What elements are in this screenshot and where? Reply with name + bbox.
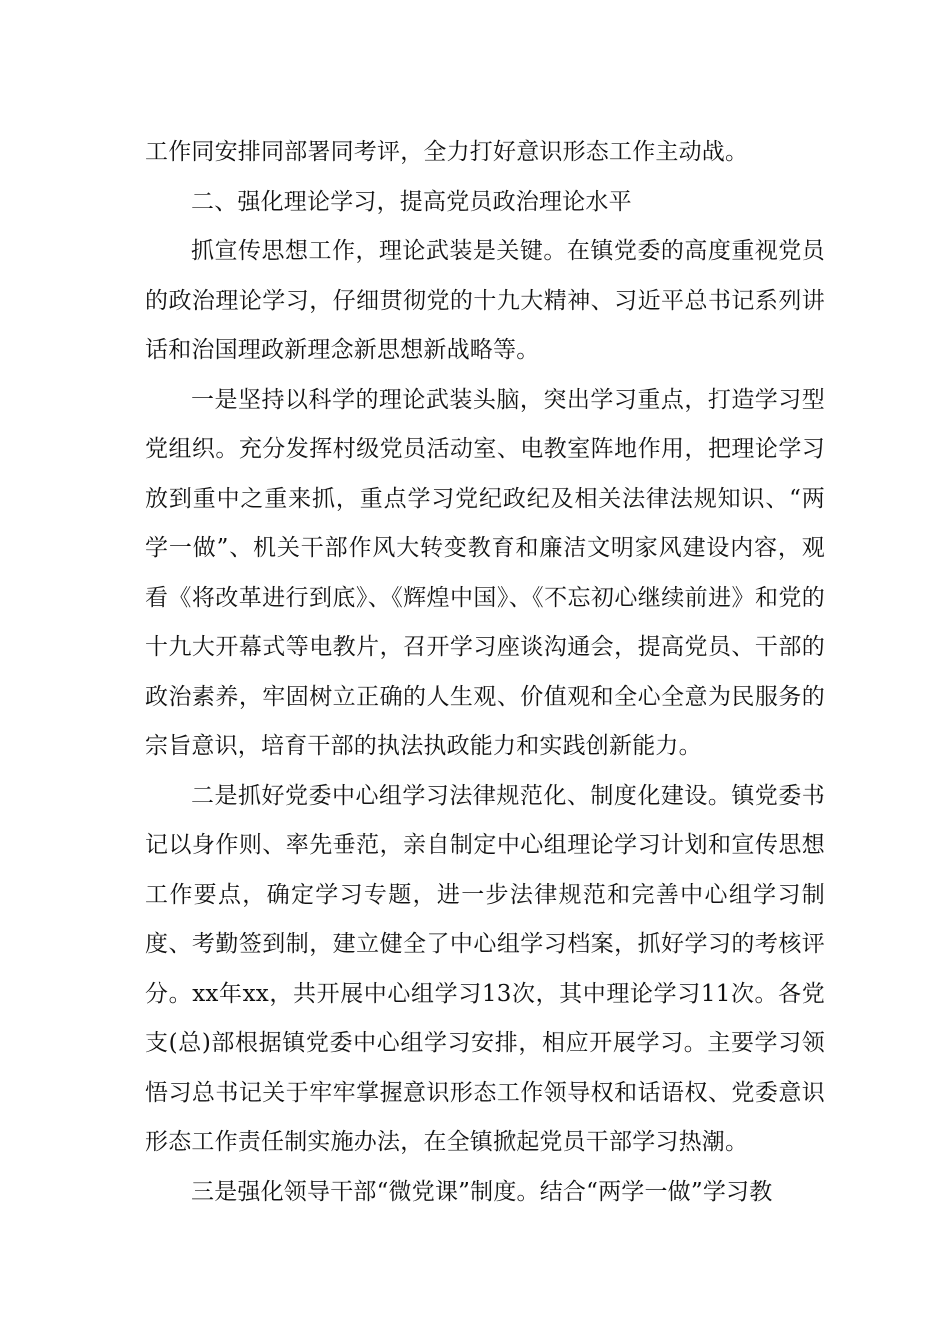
paragraph: 三是强化领导干部“微党课”制度。结合“两学一做”学习教 <box>191 1178 773 1205</box>
paragraph: 二是抓好党委中心组学习法律规范化、制度化建设。镇党委书记以身作则、率先垂范，亲自制定中心组理论学习计划和宣传思想工作要点，确定学习专题，进一步法律规范和完善中心组学习制度、考勤签到制，建立健全了中心组学习档案，抓好学习的考核评分。xx年xx，共开展中心组学习13次，其中理论学习11次。各党支(总)部根据镇党委中心组学习安排，相应开展学习。主要学习领悟习总书记关于牢牢掌握意识形态工作领导权和话语权、党委意识形态工作责任制实施办法，在全镇掀起党员干部学习热潮。 <box>145 782 825 1155</box>
paragraph-continuation: 工作同安排同部署同考评，全力打好意识形态工作主动战。 <box>145 139 749 165</box>
section-heading: 二、强化理论学习，提高党员政治理论水平 <box>191 188 632 215</box>
document-body <box>145 128 825 1217</box>
paragraph: 抓宣传思想工作，理论武装是关键。在镇党委的高度重视党员的政治理论学习，仔细贯彻党的十九大精神、习近平总书记系列讲话和治国理政新理念新思想新战略等。 <box>145 238 825 363</box>
paragraph: 一是坚持以科学的理论武装头脑，突出学习重点，打造学习型党组织。充分发挥村级党员活动室、电教室阵地作用，把理论学习放到重中之重来抓，重点学习党纪政纪及相关法律法规知识、“两学一做”、机关干部作风大转变教育和廉洁文明家风建设内容，观看《将改革进行到底》、《辉煌中国》、《不忘初心继续前进》和党的十九大开幕式等电教片，召开学习座谈沟通会，提高党员、干部的政治素养，牢固树立正确的人生观、价值观和全心全意为民服务的宗旨意识，培育干部的执法执政能力和实践创新能力。 <box>145 386 825 759</box>
